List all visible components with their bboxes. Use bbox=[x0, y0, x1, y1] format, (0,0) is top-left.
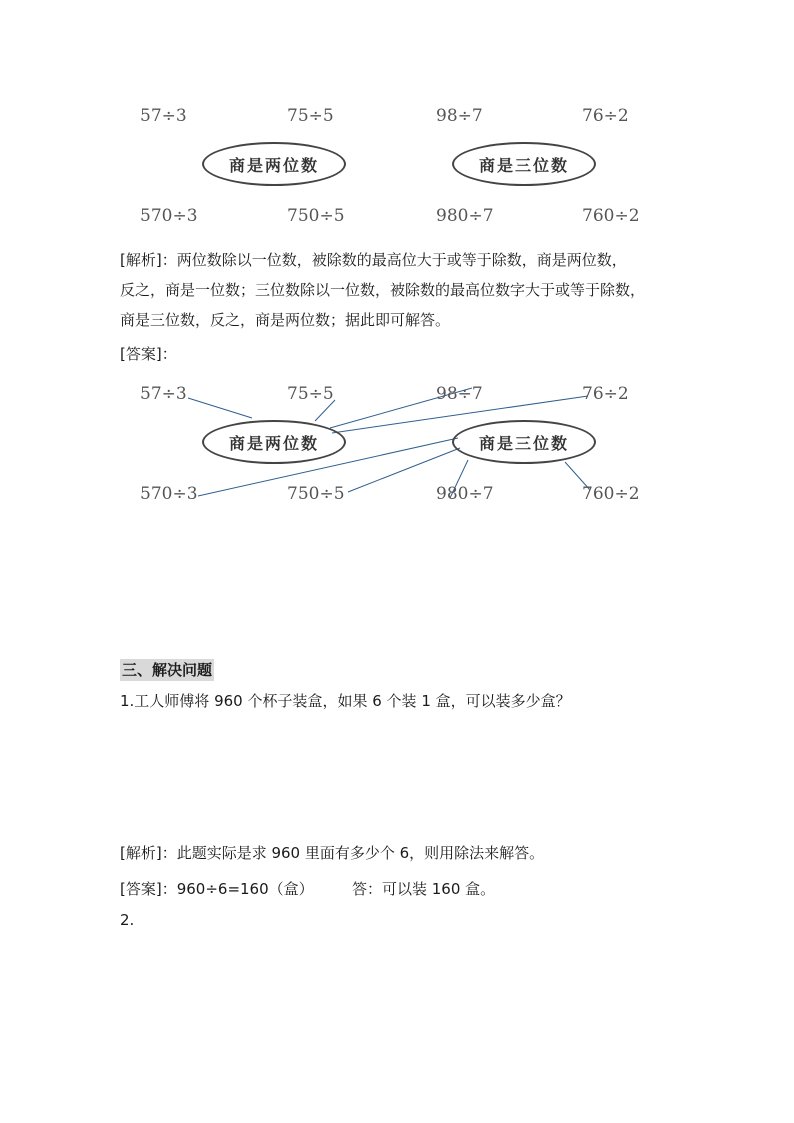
expression-570-div-3: 570÷3 bbox=[140, 484, 198, 504]
section-title-problem-solving: 三、解决问题 bbox=[122, 661, 213, 679]
expression-75-div-5: 75÷5 bbox=[287, 384, 334, 404]
answer-1-label: [答案]： bbox=[120, 345, 177, 363]
analysis-1 bbox=[120, 245, 680, 335]
question-1-answer: [答案]：960÷6=160（盒） bbox=[120, 880, 314, 898]
analysis-1-line-1: [解析]：两位数除以一位数，被除数的最高位大于或等于除数，商是两位数， bbox=[120, 251, 627, 269]
question-1: 1.工人师傅将 960 个杯子装盒，如果 6 个装 1 盒，可以装多少盒？ bbox=[120, 692, 571, 710]
expression-760-div-2: 760÷2 bbox=[582, 206, 640, 226]
oval-two-digit-quotient: 商是两位数 bbox=[202, 142, 346, 186]
question-1-answer-conclusion: 答：可以装 160 盒。 bbox=[352, 880, 496, 898]
expression-57-div-3: 57÷3 bbox=[140, 384, 187, 404]
expression-750-div-5: 750÷5 bbox=[287, 484, 345, 504]
expression-760-div-2: 760÷2 bbox=[582, 484, 640, 504]
figure-division-matching bbox=[120, 100, 680, 230]
expression-980-div-7: 980÷7 bbox=[436, 484, 494, 504]
analysis-1-line-3: 商是三位数，反之，商是两位数；据此即可解答。 bbox=[120, 311, 451, 329]
expression-980-div-7: 980÷7 bbox=[436, 206, 494, 226]
expression-98-div-7: 98÷7 bbox=[436, 384, 483, 404]
expression-75-div-5: 75÷5 bbox=[287, 106, 334, 126]
question-2: 2. bbox=[120, 911, 135, 929]
expression-570-div-3: 570÷3 bbox=[140, 206, 198, 226]
oval-two-digit-quotient: 商是两位数 bbox=[202, 420, 346, 464]
analysis-1-line-2: 反之，商是一位数；三位数除以一位数，被除数的最高位数字大于或等于除数， bbox=[120, 281, 646, 299]
expression-750-div-5: 750÷5 bbox=[287, 206, 345, 226]
question-1-analysis: [解析]：此题实际是求 960 里面有多少个 6，则用除法来解答。 bbox=[120, 844, 545, 862]
figure-division-matching-answer bbox=[120, 378, 680, 508]
expression-57-div-3: 57÷3 bbox=[140, 106, 187, 126]
expression-76-div-2: 76÷2 bbox=[582, 384, 629, 404]
expression-76-div-2: 76÷2 bbox=[582, 106, 629, 126]
oval-three-digit-quotient: 商是三位数 bbox=[452, 420, 596, 464]
connector-57-div-3 bbox=[188, 398, 252, 418]
expression-98-div-7: 98÷7 bbox=[436, 106, 483, 126]
oval-three-digit-quotient: 商是三位数 bbox=[452, 142, 596, 186]
